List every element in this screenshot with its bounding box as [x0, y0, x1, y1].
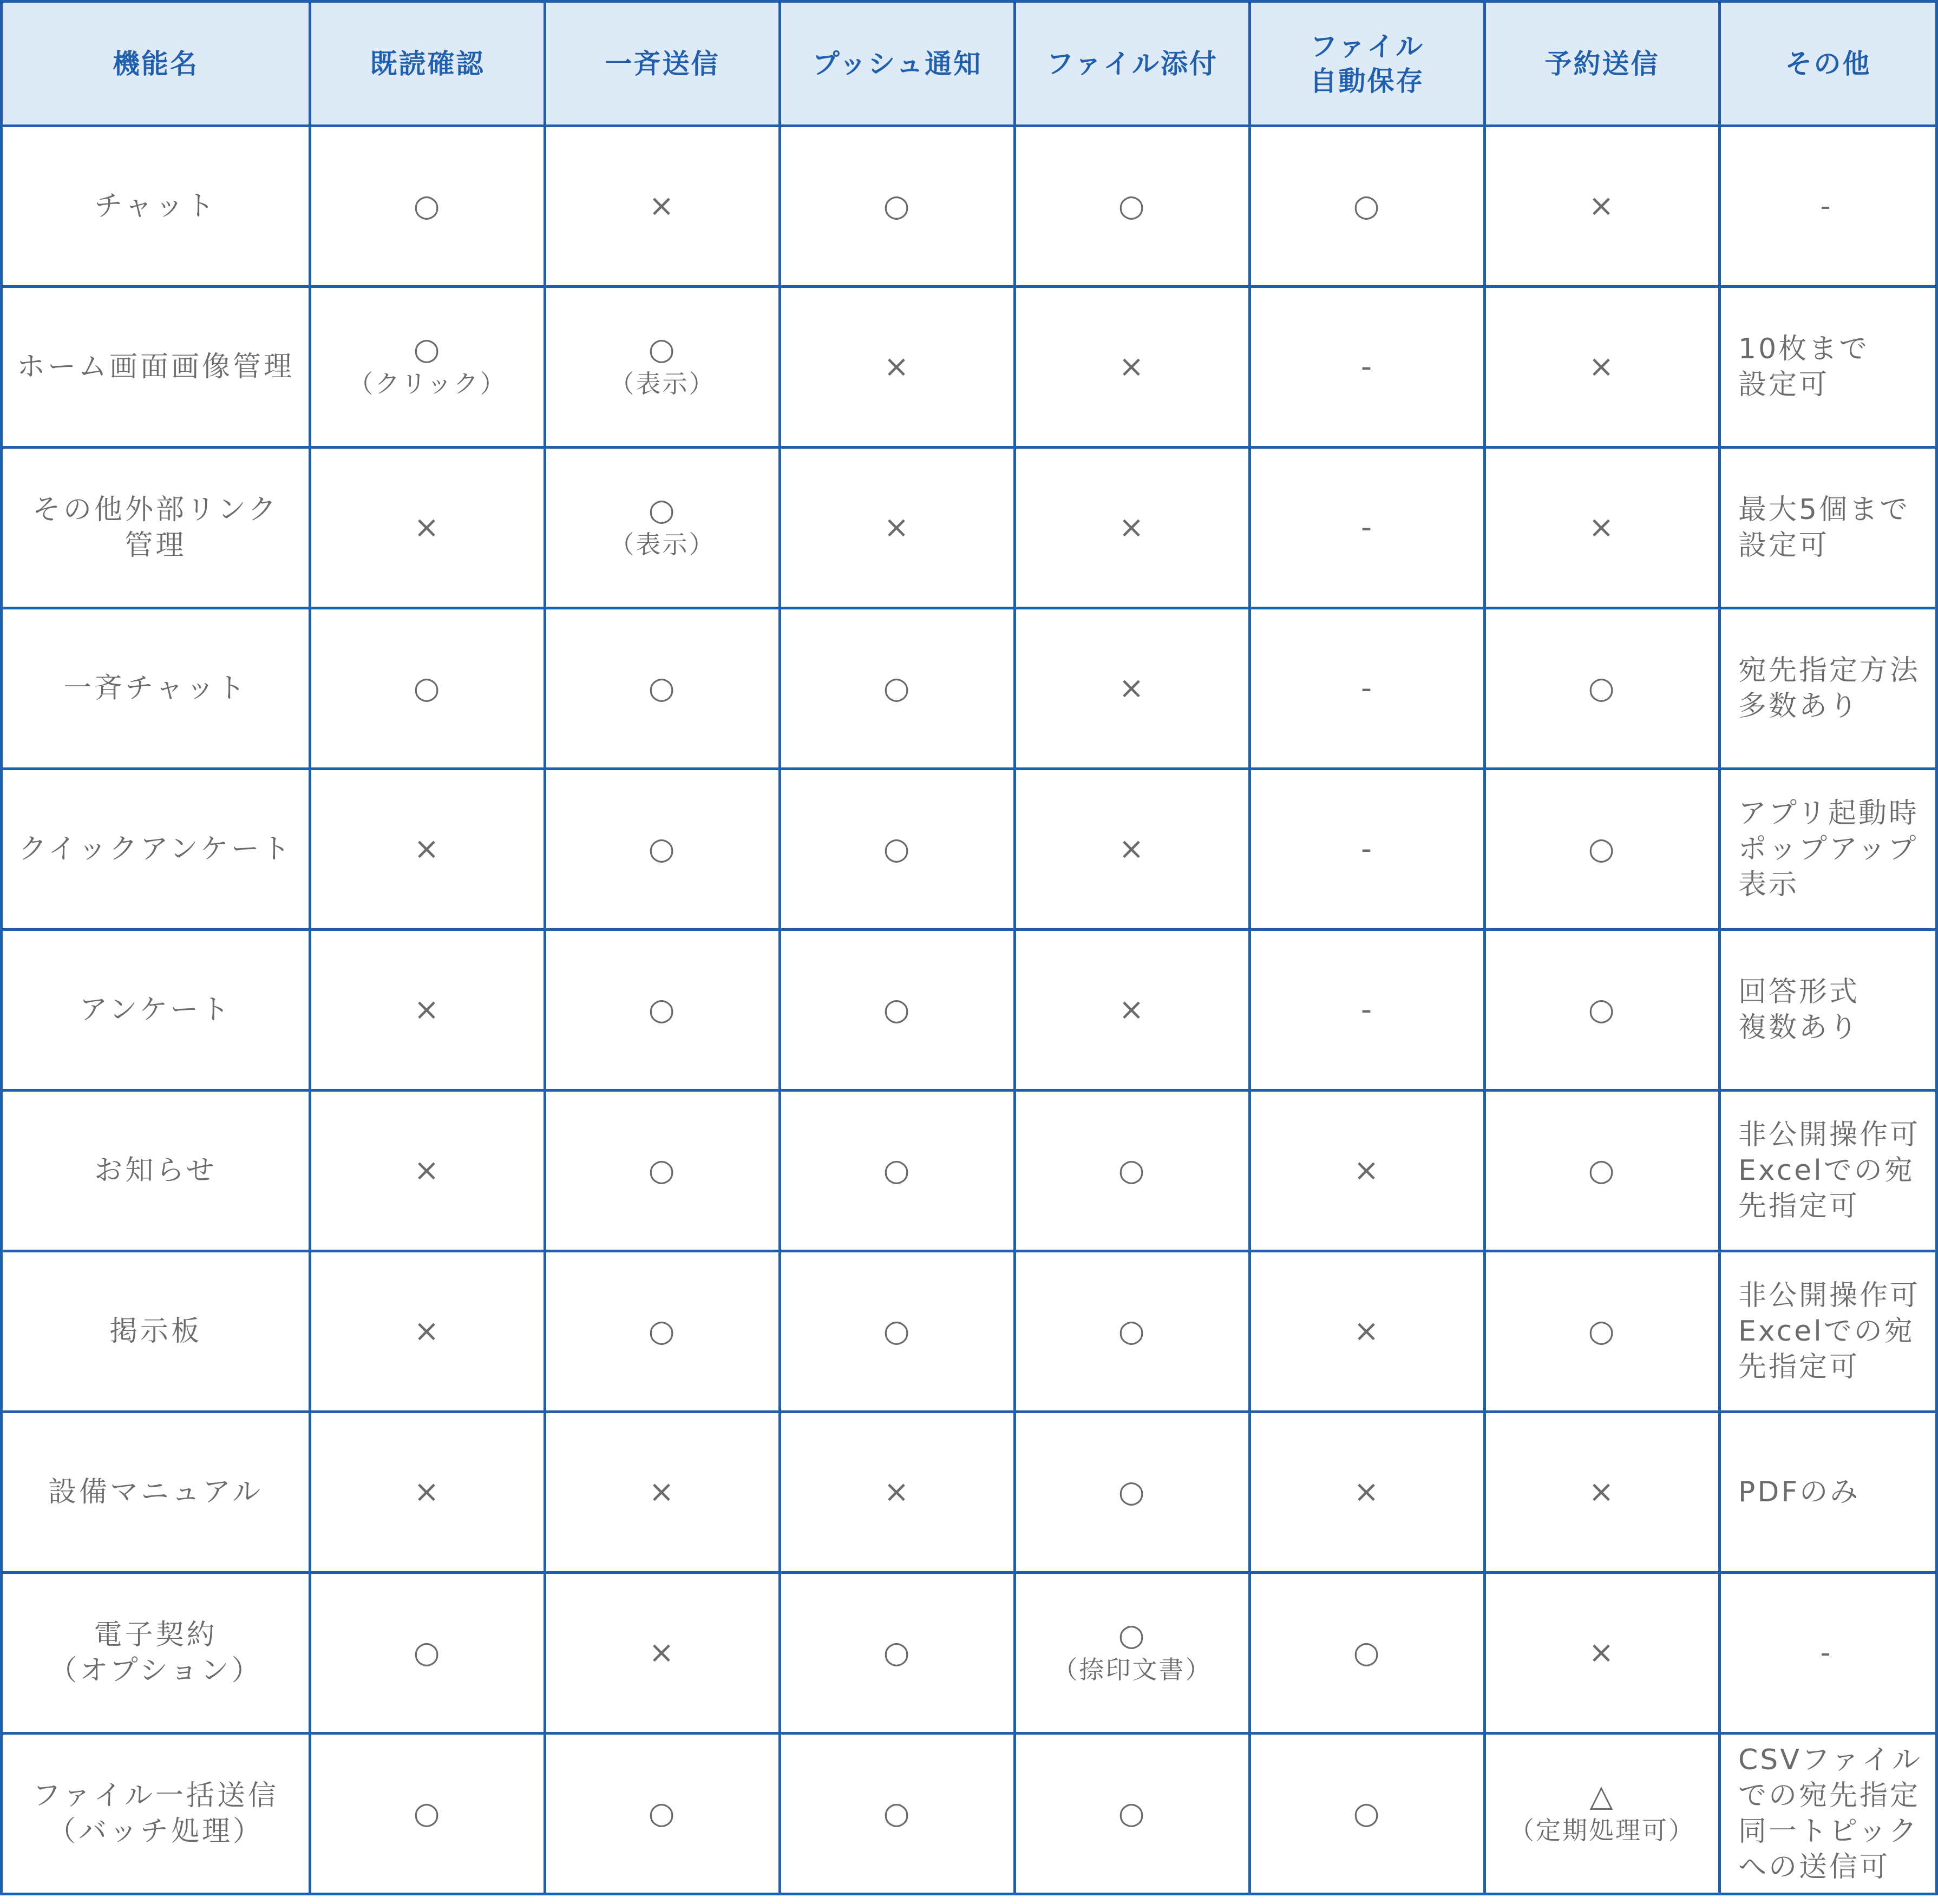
other-notes-text: Excelでの宛: [1738, 1315, 1915, 1348]
support-cell: [1485, 126, 1720, 287]
other-notes-text: PDFのみ: [1738, 1476, 1861, 1508]
table-row: [2, 448, 1937, 608]
other-notes-text: アプリ起動時: [1738, 797, 1919, 830]
support-cell: [545, 1412, 780, 1573]
other-notes-text: -: [1820, 1637, 1833, 1669]
support-mark: ○: [1118, 1796, 1147, 1831]
support-mark: ○: [1118, 1618, 1147, 1653]
support-cell: [780, 1573, 1015, 1734]
other-notes-text: 非公開操作可: [1738, 1279, 1921, 1312]
support-mark: ×: [1118, 510, 1146, 545]
support-cell: [1250, 1251, 1485, 1412]
table-row: [2, 1573, 1937, 1734]
column-header-text: その他: [1785, 48, 1871, 80]
support-cell: [310, 1412, 545, 1573]
column-header-text: 予約送信: [1544, 48, 1660, 80]
support-mark: ○: [883, 1314, 912, 1349]
support-mark: ×: [414, 510, 441, 545]
support-mark: ○: [413, 332, 442, 367]
support-mark: ×: [1353, 1314, 1381, 1349]
support-note: （表示）: [609, 369, 716, 398]
support-mark: ○: [648, 992, 677, 1027]
other-notes-cell: [1720, 608, 1937, 769]
feature-name-cell: [2, 1251, 310, 1412]
support-cell: [780, 1412, 1015, 1573]
support-cell: [1485, 1412, 1720, 1573]
support-mark: ×: [883, 1474, 911, 1509]
column-header-3: [780, 2, 1015, 126]
feature-name-text: その他外部リンク: [32, 494, 279, 526]
other-notes-text: 宛先指定方法: [1738, 654, 1921, 687]
feature-name-text: 管理: [125, 529, 187, 562]
feature-name-cell: [2, 287, 310, 448]
other-notes-cell: [1720, 1251, 1937, 1412]
feature-name-text: お知らせ: [94, 1154, 217, 1187]
other-notes-text: 回答形式: [1738, 976, 1860, 1008]
table-row: [2, 1412, 1937, 1573]
support-mark: ○: [883, 992, 912, 1027]
table-row: [2, 930, 1937, 1091]
support-cell: [1485, 608, 1720, 769]
support-cell: [1015, 769, 1250, 930]
other-notes-text: 同一トピック: [1738, 1815, 1919, 1848]
other-notes-text: 最大5個まで: [1738, 494, 1910, 526]
other-notes-text: 表示: [1738, 869, 1799, 901]
support-note: （表示）: [609, 530, 716, 559]
support-mark: ○: [883, 1796, 912, 1831]
support-cell: [1250, 126, 1485, 287]
support-cell: [1015, 1412, 1250, 1573]
other-notes-text: 複数あり: [1738, 1012, 1860, 1044]
other-notes-cell: [1720, 1412, 1937, 1573]
support-cell: [1015, 1734, 1250, 1894]
support-cell: [310, 930, 545, 1091]
support-cell: [1015, 1251, 1250, 1412]
support-cell: [1015, 126, 1250, 287]
header-row: [2, 2, 1937, 126]
feature-name-cell: [2, 1573, 310, 1734]
support-mark: ○: [883, 188, 912, 224]
support-cell: [1485, 930, 1720, 1091]
column-header-text: ファイル: [1310, 30, 1424, 62]
support-mark: ○: [883, 1153, 912, 1188]
feature-name-text: クイックアンケート: [18, 833, 293, 865]
other-notes-text: への送信可: [1738, 1851, 1890, 1883]
support-cell: [1250, 1412, 1485, 1573]
support-cell: [310, 287, 545, 448]
support-cell: [780, 287, 1015, 448]
other-notes-text: ポップアップ: [1738, 833, 1919, 865]
feature-name-text: ファイル一括送信: [32, 1780, 279, 1812]
support-cell: [1485, 287, 1720, 448]
support-cell: [310, 769, 545, 930]
support-cell: [1015, 287, 1250, 448]
support-mark: ○: [413, 188, 442, 224]
support-cell: [545, 1251, 780, 1412]
support-cell: [545, 1734, 780, 1894]
feature-name-text: 電子契約: [94, 1619, 218, 1651]
support-mark: -: [1360, 992, 1374, 1027]
support-mark: ○: [883, 671, 912, 706]
feature-name-text: （バッチ処理）: [47, 1815, 264, 1848]
support-mark: ×: [1588, 349, 1616, 384]
other-notes-text: 先指定可: [1738, 1190, 1860, 1223]
support-mark: ○: [1588, 1153, 1616, 1188]
support-mark: ×: [883, 510, 911, 545]
support-mark: ○: [1588, 992, 1616, 1027]
column-header-2: [545, 2, 780, 126]
support-cell: [1250, 608, 1485, 769]
support-mark: ○: [1588, 671, 1616, 706]
table-row: [2, 608, 1937, 769]
support-cell: [1250, 287, 1485, 448]
feature-name-text: 設備マニュアル: [48, 1476, 263, 1508]
support-cell: [780, 126, 1015, 287]
table-row: [2, 126, 1937, 287]
support-mark: ×: [1353, 1474, 1381, 1509]
other-notes-text: CSVファイル: [1738, 1744, 1922, 1776]
support-mark: ○: [413, 1635, 442, 1670]
column-header-text: ファイル添付: [1046, 48, 1218, 80]
support-cell: [780, 769, 1015, 930]
feature-name-text: アンケート: [79, 994, 232, 1026]
support-mark: ×: [414, 831, 441, 866]
table-header: [2, 2, 1937, 126]
support-mark: ×: [1588, 188, 1616, 224]
feature-name-cell: [2, 608, 310, 769]
support-cell: [780, 608, 1015, 769]
support-cell: [545, 287, 780, 448]
support-mark: ○: [648, 493, 677, 528]
column-header-4: [1015, 2, 1250, 126]
support-mark: ×: [414, 1314, 441, 1349]
feature-name-cell: [2, 769, 310, 930]
support-mark: ○: [413, 1796, 442, 1831]
feature-name-text: ホーム画面画像管理: [16, 351, 294, 383]
support-mark: ×: [1588, 510, 1616, 545]
support-cell: [1250, 448, 1485, 608]
feature-name-cell: [2, 126, 310, 287]
table-row: [2, 1091, 1937, 1251]
table-row: [2, 287, 1937, 448]
support-cell: [1250, 1573, 1485, 1734]
support-mark: ○: [1588, 831, 1616, 866]
column-header-text: 自動保存: [1310, 65, 1425, 97]
feature-name-cell: [2, 1091, 310, 1251]
support-cell: [310, 1573, 545, 1734]
support-mark: ×: [1588, 1474, 1616, 1509]
support-mark: ×: [414, 1153, 441, 1188]
feature-name-cell: [2, 930, 310, 1091]
column-header-5: [1250, 2, 1485, 126]
support-cell: [545, 608, 780, 769]
feature-name-cell: [2, 448, 310, 608]
support-cell: [780, 1091, 1015, 1251]
column-header-text: 機能名: [113, 48, 199, 80]
support-cell: [1250, 1091, 1485, 1251]
support-mark: -: [1360, 831, 1374, 866]
support-cell: [1015, 930, 1250, 1091]
support-cell: [1485, 448, 1720, 608]
support-mark: ○: [413, 671, 442, 706]
support-mark: ○: [1353, 1796, 1382, 1831]
support-mark: ○: [648, 1796, 677, 1831]
other-notes-cell: [1720, 126, 1937, 287]
support-cell: [310, 126, 545, 287]
support-cell: [310, 448, 545, 608]
support-mark: ×: [1588, 1635, 1616, 1670]
feature-name-text: （オプション）: [49, 1654, 263, 1687]
support-mark: ○: [648, 1314, 677, 1349]
support-cell: [310, 1251, 545, 1412]
support-cell: [1250, 930, 1485, 1091]
column-header-0: [2, 2, 310, 126]
support-mark: ○: [648, 332, 677, 367]
support-mark: ○: [1118, 188, 1147, 224]
support-mark: ○: [1118, 1314, 1147, 1349]
support-mark: ○: [883, 831, 912, 866]
column-header-text: 一斉送信: [605, 48, 720, 80]
support-mark: ○: [648, 831, 677, 866]
support-mark: ○: [648, 1153, 677, 1188]
column-header-1: [310, 2, 545, 126]
support-mark: ○: [1118, 1153, 1147, 1188]
support-mark: ×: [649, 1474, 676, 1509]
support-mark: ×: [414, 1474, 441, 1509]
support-cell: [1015, 1573, 1250, 1734]
support-cell: [545, 126, 780, 287]
support-mark: ×: [883, 349, 911, 384]
column-header-7: [1720, 2, 1937, 126]
support-cell: [1485, 769, 1720, 930]
support-mark: ×: [1353, 1153, 1381, 1188]
support-note: （捺印文書）: [1052, 1655, 1212, 1684]
support-cell: [1250, 769, 1485, 930]
support-cell: [1485, 1251, 1720, 1412]
support-cell: [780, 1251, 1015, 1412]
other-notes-text: 多数あり: [1738, 690, 1860, 723]
support-mark: ×: [649, 1635, 676, 1670]
other-notes-text: 先指定可: [1738, 1351, 1860, 1383]
table-row: [2, 769, 1937, 930]
support-mark: ○: [1118, 1474, 1147, 1509]
support-cell: [1485, 1734, 1720, 1894]
other-notes-cell: [1720, 1573, 1937, 1734]
support-mark: ×: [1118, 992, 1146, 1027]
support-mark: ×: [1118, 349, 1146, 384]
support-mark: ×: [414, 992, 441, 1027]
support-cell: [545, 1573, 780, 1734]
other-notes-text: 設定可: [1738, 369, 1830, 401]
support-mark: -: [1360, 349, 1374, 384]
support-mark: ×: [1118, 831, 1146, 866]
other-notes-text: 非公開操作可: [1738, 1119, 1921, 1151]
support-cell: [1015, 1091, 1250, 1251]
other-notes-cell: [1720, 1734, 1937, 1894]
other-notes-cell: [1720, 448, 1937, 608]
support-cell: [780, 448, 1015, 608]
support-cell: [780, 930, 1015, 1091]
support-cell: [545, 769, 780, 930]
support-cell: [1015, 448, 1250, 608]
table-row: [2, 1251, 1937, 1412]
other-notes-cell: [1720, 287, 1937, 448]
support-cell: [310, 608, 545, 769]
support-cell: [1250, 1734, 1485, 1894]
other-notes-text: 10枚まで: [1738, 333, 1870, 365]
support-mark: ○: [1353, 188, 1382, 224]
support-mark: ○: [648, 671, 677, 706]
feature-name-cell: [2, 1412, 310, 1573]
other-notes-cell: [1720, 769, 1937, 930]
column-header-text: 既読確認: [370, 48, 485, 80]
column-header-text: プッシュ通知: [812, 48, 983, 80]
other-notes-text: Excelでの宛: [1738, 1154, 1915, 1187]
support-cell: [1485, 1573, 1720, 1734]
support-cell: [545, 1091, 780, 1251]
support-cell: [780, 1734, 1015, 1894]
support-note: （定期処理可）: [1509, 1816, 1695, 1845]
other-notes-text: での宛先指定: [1738, 1780, 1921, 1812]
feature-name-text: チャット: [94, 190, 217, 222]
support-cell: [545, 448, 780, 608]
support-cell: [310, 1734, 545, 1894]
support-cell: [1485, 1091, 1720, 1251]
other-notes-text: -: [1820, 190, 1833, 222]
support-mark: ○: [1353, 1635, 1382, 1670]
column-header-6: [1485, 2, 1720, 126]
support-cell: [545, 930, 780, 1091]
table-row: [2, 1734, 1937, 1894]
support-mark: ○: [883, 1635, 912, 1670]
other-notes-text: 設定可: [1738, 529, 1830, 562]
other-notes-cell: [1720, 1091, 1937, 1251]
support-cell: [310, 1091, 545, 1251]
support-mark: ×: [1118, 671, 1146, 706]
support-mark: -: [1360, 510, 1374, 545]
support-note: （クリック）: [348, 369, 507, 398]
feature-name-cell: [2, 1734, 310, 1894]
support-mark: ×: [649, 188, 676, 224]
feature-name-text: 一斉チャット: [63, 672, 248, 705]
support-mark: ○: [1588, 1314, 1616, 1349]
support-mark: -: [1360, 671, 1374, 706]
feature-name-text: 掲示板: [109, 1315, 202, 1348]
support-cell: [1015, 608, 1250, 769]
other-notes-cell: [1720, 930, 1937, 1091]
support-mark: △: [1589, 1778, 1615, 1814]
table-body: [2, 126, 1937, 1894]
